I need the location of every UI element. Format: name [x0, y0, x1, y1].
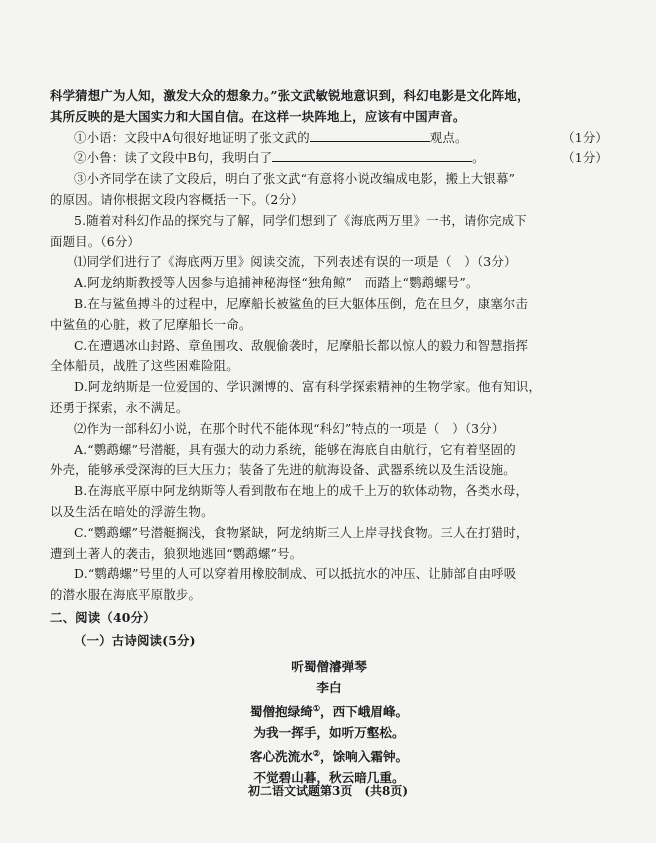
part-1-option-b-cont: 中鲨鱼的心脏，救了尼摩船长一命。: [50, 316, 252, 332]
poem-author: 李白: [316, 679, 342, 695]
poem-line-4: 不觉碧山暮，秋云暗几重。: [253, 769, 405, 785]
question-1: ①小语：文段中A句很好地证明了张文武的 观点。 （1分）: [74, 129, 608, 145]
part-2-option-d-cont: 的潜水服在海底平原散步。: [50, 587, 202, 603]
part-1-option-a: A.阿龙纳斯教授等人因参与追捕神秘海怪“独角鲸” 而踏上“鹦鹉螺号”。: [74, 275, 479, 291]
part-2-option-a: A.“鹦鹉螺”号潜艇，具有强大的动力系统，能够在海底自由航行，它有着坚固的: [74, 441, 516, 457]
poem-title: 听蜀僧濬弹琴: [291, 658, 367, 674]
poem-line-2: 为我一挥手，如听万壑松。: [253, 724, 405, 740]
question-5: 5.随着对科幻作品的探究与了解，同学们想到了《海底两万里》一书，请你完成下: [74, 212, 527, 228]
part-1-option-d-cont: 还勇于探索，永不满足。: [50, 399, 189, 415]
part-2-option-a-cont: 外壳，能够承受深海的巨大压力；装备了先进的航海设备、武器系统以及生活设施。: [50, 462, 516, 478]
answer-blank-2[interactable]: [272, 149, 472, 162]
poem-line-1: 蜀僧抱绿绮①，西下峨眉峰。: [249, 702, 409, 719]
passage-line-1: 科学猜想广为人知，激发大众的想象力。”张文武敏锐地意识到，科幻电影是文化阵地，: [50, 88, 530, 103]
section-2-1-heading: （一）古诗阅读(5分): [74, 632, 196, 648]
part-1-option-c: C.在遭遇冰山封路、章鱼围攻、敌舰偷袭时，尼摩船长都以惊人的毅力和智慧指挥: [74, 337, 529, 353]
part-2-question: ⑵作为一部科幻小说，在那个时代不能体现“科幻”特点的一项是（ ）（3分）: [74, 420, 505, 436]
part-2-option-c-cont: 遭到土著人的袭击，狼狈地逃回“鹦鹉螺”号。: [50, 545, 303, 561]
part-1-option-b: B.在与鲨鱼搏斗的过程中，尼摩船长被鲨鱼的巨大躯体压倒，危在旦夕，康塞尔击: [74, 295, 529, 311]
part-2-option-b-cont: 以及生活在暗处的浮游生物。: [50, 503, 214, 519]
part-1-option-c-cont: 全体船员，战胜了这些困难险阻。: [50, 358, 239, 374]
page-footer: 初二语文试题第3页 (共8页): [247, 784, 409, 798]
part-2-option-d: D.“鹦鹉螺”号里的人可以穿着用橡胶制成、可以抵抗水的冲压、让肺部自由呼吸: [74, 566, 517, 582]
part-2-option-b: B.在海底平原中阿龙纳斯等人看到散布在地上的成千上万的软体动物，各类水母，: [74, 483, 529, 499]
question-2: ②小鲁：读了文段中B句，我明白了 。 （1分）: [74, 150, 608, 166]
answer-blank-1[interactable]: [310, 129, 430, 142]
passage-line-2: 其所反映的是大国实力和大国自信。在这样一块阵地上，应该有中国声音。: [50, 108, 466, 124]
question-5-cont: 面题目。（6分）: [50, 233, 141, 249]
footnote-2-marker: ②: [312, 747, 320, 758]
question-3: ③小齐同学在读了文段后，明白了张文武“有意将小说改编成电影，搬上大银幕”: [74, 171, 516, 187]
part-2-option-c: C.“鹦鹉螺”号潜艇搁浅，食物紧缺，阿龙纳斯三人上岸寻找食物。三人在打猎时，: [74, 524, 529, 540]
question-3-cont: 的原因。请你根据文段内容概括一下。（2分）: [50, 191, 304, 207]
part-1-question: ⑴同学们进行了《海底两万里》阅读交流，下列表述有误的一项是（ ）（3分）: [74, 254, 517, 270]
section-2-heading: 二、阅读（40分）: [50, 609, 156, 625]
footnote-1-marker: ①: [312, 702, 320, 713]
poem-line-3: 客心洗流水②，馀响入霜钟。: [249, 747, 409, 764]
part-1-option-d: D.阿龙纳斯是一位爱国的、学识渊博的、富有科学探索精神的生物学家。他有知识，: [74, 379, 542, 395]
